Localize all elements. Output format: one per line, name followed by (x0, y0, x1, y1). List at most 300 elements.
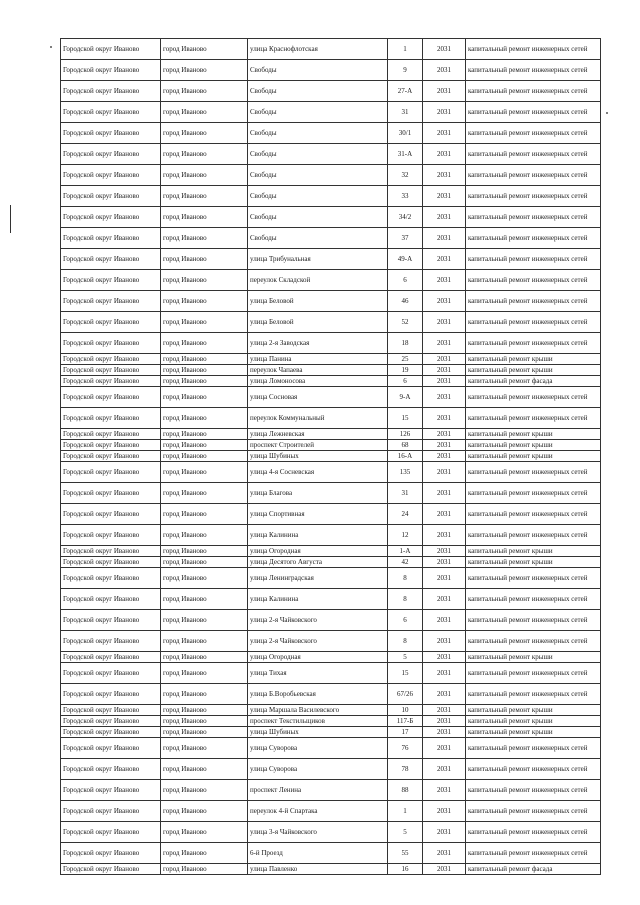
cell-street: Свободы (248, 102, 388, 123)
cell-district: Городской округ Иваново (61, 102, 161, 123)
table-row (61, 365, 601, 376)
scan-speck (50, 46, 52, 48)
cell-work-type: капитальный ремонт фасада (466, 376, 601, 387)
cell-city: город Иваново (161, 60, 248, 81)
cell-district: Городской округ Иваново (61, 684, 161, 705)
cell-district: Городской округ Иваново (61, 365, 161, 376)
cell-street: Свободы (248, 123, 388, 144)
cell-city: город Иваново (161, 165, 248, 186)
cell-year: 2031 (423, 228, 466, 249)
cell-year: 2031 (423, 652, 466, 663)
cell-street: Свободы (248, 60, 388, 81)
table-row (61, 39, 601, 60)
cell-work-type: капитальный ремонт инженерных сетей (466, 123, 601, 144)
cell-house-number: 31-А (388, 144, 423, 165)
cell-work-type: капитальный ремонт инженерных сетей (466, 822, 601, 843)
cell-street: Свободы (248, 144, 388, 165)
cell-street: улица Беловой (248, 291, 388, 312)
cell-street: улица Благова (248, 483, 388, 504)
cell-year: 2031 (423, 165, 466, 186)
cell-year: 2031 (423, 727, 466, 738)
cell-work-type: капитальный ремонт инженерных сетей (466, 525, 601, 546)
cell-street: проспект Ленина (248, 780, 388, 801)
cell-year: 2031 (423, 429, 466, 440)
cell-street: переулок Коммунальный (248, 408, 388, 429)
table-row (61, 60, 601, 81)
cell-district: Городской округ Иваново (61, 610, 161, 631)
cell-district: Городской округ Иваново (61, 270, 161, 291)
cell-work-type: капитальный ремонт инженерных сетей (466, 60, 601, 81)
table-row (61, 631, 601, 652)
cell-city: город Иваново (161, 429, 248, 440)
cell-year: 2031 (423, 312, 466, 333)
cell-year: 2031 (423, 801, 466, 822)
cell-house-number: 1 (388, 801, 423, 822)
cell-work-type: капитальный ремонт крыши (466, 727, 601, 738)
cell-house-number: 88 (388, 780, 423, 801)
cell-year: 2031 (423, 738, 466, 759)
cell-street: улица Калинина (248, 525, 388, 546)
cell-year: 2031 (423, 440, 466, 451)
cell-district: Городской округ Иваново (61, 186, 161, 207)
cell-city: город Иваново (161, 525, 248, 546)
cell-work-type: капитальный ремонт крыши (466, 705, 601, 716)
cell-district: Городской округ Иваново (61, 376, 161, 387)
table-row (61, 165, 601, 186)
table-row (61, 716, 601, 727)
cell-district: Городской округ Иваново (61, 123, 161, 144)
table-row (61, 822, 601, 843)
table-row (61, 207, 601, 228)
table-body (61, 39, 601, 875)
cell-city: город Иваново (161, 738, 248, 759)
table-row (61, 738, 601, 759)
cell-work-type: капитальный ремонт крыши (466, 440, 601, 451)
table-row (61, 429, 601, 440)
cell-city: город Иваново (161, 822, 248, 843)
cell-city: город Иваново (161, 81, 248, 102)
table-row (61, 451, 601, 462)
cell-year: 2031 (423, 589, 466, 610)
cell-street: улица Десятого Августа (248, 557, 388, 568)
cell-house-number: 31 (388, 102, 423, 123)
cell-year: 2031 (423, 376, 466, 387)
cell-year: 2031 (423, 81, 466, 102)
cell-work-type: капитальный ремонт инженерных сетей (466, 504, 601, 525)
table-row (61, 462, 601, 483)
cell-year: 2031 (423, 663, 466, 684)
cell-year: 2031 (423, 557, 466, 568)
cell-street: улица Б.Воробьевская (248, 684, 388, 705)
table-row (61, 568, 601, 589)
cell-house-number: 55 (388, 843, 423, 864)
cell-house-number: 49-А (388, 249, 423, 270)
cell-district: Городской округ Иваново (61, 483, 161, 504)
cell-city: город Иваново (161, 483, 248, 504)
cell-district: Городской округ Иваново (61, 568, 161, 589)
cell-house-number: 24 (388, 504, 423, 525)
cell-house-number: 5 (388, 822, 423, 843)
table-row (61, 144, 601, 165)
cell-street: улица Тихая (248, 663, 388, 684)
cell-district: Городской округ Иваново (61, 546, 161, 557)
cell-district: Городской округ Иваново (61, 408, 161, 429)
cell-work-type: капитальный ремонт инженерных сетей (466, 333, 601, 354)
cell-district: Городской округ Иваново (61, 333, 161, 354)
cell-house-number: 6 (388, 610, 423, 631)
cell-city: город Иваново (161, 631, 248, 652)
cell-street: улица Огородная (248, 652, 388, 663)
cell-year: 2031 (423, 291, 466, 312)
cell-house-number: 126 (388, 429, 423, 440)
cell-city: город Иваново (161, 864, 248, 875)
cell-district: Городской округ Иваново (61, 801, 161, 822)
cell-house-number: 6 (388, 270, 423, 291)
cell-district: Городской округ Иваново (61, 663, 161, 684)
table-row (61, 408, 601, 429)
cell-work-type: капитальный ремонт инженерных сетей (466, 207, 601, 228)
cell-district: Городской округ Иваново (61, 429, 161, 440)
cell-work-type: капитальный ремонт крыши (466, 546, 601, 557)
cell-work-type: капитальный ремонт инженерных сетей (466, 589, 601, 610)
cell-year: 2031 (423, 546, 466, 557)
cell-city: город Иваново (161, 39, 248, 60)
cell-house-number: 10 (388, 705, 423, 716)
cell-year: 2031 (423, 387, 466, 408)
table-row (61, 663, 601, 684)
cell-year: 2031 (423, 631, 466, 652)
cell-year: 2031 (423, 60, 466, 81)
table-row (61, 610, 601, 631)
cell-house-number: 32 (388, 165, 423, 186)
cell-work-type: капитальный ремонт инженерных сетей (466, 39, 601, 60)
cell-house-number: 16 (388, 864, 423, 875)
cell-year: 2031 (423, 354, 466, 365)
cell-house-number: 8 (388, 568, 423, 589)
cell-city: город Иваново (161, 376, 248, 387)
table-row (61, 333, 601, 354)
cell-district: Городской округ Иваново (61, 716, 161, 727)
cell-street: улица 2-я Чайковского (248, 610, 388, 631)
cell-city: город Иваново (161, 705, 248, 716)
cell-district: Городской округ Иваново (61, 39, 161, 60)
cell-house-number: 68 (388, 440, 423, 451)
cell-work-type: капитальный ремонт инженерных сетей (466, 228, 601, 249)
cell-house-number: 42 (388, 557, 423, 568)
table-row (61, 864, 601, 875)
table-row (61, 312, 601, 333)
table-row (61, 525, 601, 546)
cell-work-type: капитальный ремонт инженерных сетей (466, 249, 601, 270)
table-row (61, 483, 601, 504)
cell-work-type: капитальный ремонт инженерных сетей (466, 610, 601, 631)
cell-house-number: 25 (388, 354, 423, 365)
cell-street: улица Калинина (248, 589, 388, 610)
cell-year: 2031 (423, 843, 466, 864)
table-row (61, 376, 601, 387)
cell-district: Городской округ Иваново (61, 504, 161, 525)
cell-street: проспект Текстильщиков (248, 716, 388, 727)
cell-year: 2031 (423, 705, 466, 716)
cell-work-type: капитальный ремонт крыши (466, 354, 601, 365)
cell-city: город Иваново (161, 186, 248, 207)
cell-district: Городской округ Иваново (61, 759, 161, 780)
cell-district: Городской округ Иваново (61, 843, 161, 864)
table-row (61, 228, 601, 249)
cell-work-type: капитальный ремонт инженерных сетей (466, 801, 601, 822)
cell-year: 2031 (423, 483, 466, 504)
cell-district: Городской округ Иваново (61, 525, 161, 546)
cell-district: Городской округ Иваново (61, 228, 161, 249)
cell-street: улица Павленко (248, 864, 388, 875)
cell-year: 2031 (423, 462, 466, 483)
table-row (61, 387, 601, 408)
cell-work-type: капитальный ремонт фасада (466, 864, 601, 875)
cell-year: 2031 (423, 525, 466, 546)
cell-year: 2031 (423, 249, 466, 270)
table-row (61, 504, 601, 525)
cell-city: город Иваново (161, 365, 248, 376)
cell-street: Свободы (248, 207, 388, 228)
cell-work-type: капитальный ремонт крыши (466, 652, 601, 663)
cell-city: город Иваново (161, 780, 248, 801)
table-row (61, 186, 601, 207)
cell-year: 2031 (423, 408, 466, 429)
cell-street: улица Беловой (248, 312, 388, 333)
cell-city: город Иваново (161, 451, 248, 462)
cell-house-number: 8 (388, 589, 423, 610)
cell-city: город Иваново (161, 716, 248, 727)
cell-city: город Иваново (161, 684, 248, 705)
cell-work-type: капитальный ремонт инженерных сетей (466, 408, 601, 429)
cell-street: проспект Строителей (248, 440, 388, 451)
cell-work-type: капитальный ремонт инженерных сетей (466, 759, 601, 780)
cell-work-type: капитальный ремонт инженерных сетей (466, 462, 601, 483)
table-row (61, 759, 601, 780)
table-row (61, 801, 601, 822)
table-row (61, 291, 601, 312)
cell-district: Городской округ Иваново (61, 249, 161, 270)
cell-year: 2031 (423, 822, 466, 843)
cell-street: улица Панина (248, 354, 388, 365)
scan-speck (606, 112, 608, 114)
cell-city: город Иваново (161, 727, 248, 738)
table-row (61, 123, 601, 144)
cell-work-type: капитальный ремонт инженерных сетей (466, 663, 601, 684)
cell-work-type: капитальный ремонт крыши (466, 365, 601, 376)
cell-street: переулок Складской (248, 270, 388, 291)
cell-city: город Иваново (161, 843, 248, 864)
cell-work-type: капитальный ремонт крыши (466, 716, 601, 727)
cell-city: город Иваново (161, 801, 248, 822)
cell-house-number: 9-А (388, 387, 423, 408)
cell-street: улица Спортивная (248, 504, 388, 525)
cell-work-type: капитальный ремонт инженерных сетей (466, 387, 601, 408)
cell-street: улица Лежневская (248, 429, 388, 440)
cell-district: Городской округ Иваново (61, 864, 161, 875)
cell-house-number: 8 (388, 631, 423, 652)
cell-work-type: капитальный ремонт инженерных сетей (466, 631, 601, 652)
cell-work-type: капитальный ремонт крыши (466, 429, 601, 440)
cell-street: улица 4-я Сосневская (248, 462, 388, 483)
cell-house-number: 15 (388, 663, 423, 684)
cell-house-number: 117-Б (388, 716, 423, 727)
cell-city: город Иваново (161, 144, 248, 165)
cell-district: Городской округ Иваново (61, 652, 161, 663)
cell-house-number: 1 (388, 39, 423, 60)
cell-year: 2031 (423, 39, 466, 60)
cell-work-type: капитальный ремонт инженерных сетей (466, 165, 601, 186)
table-row (61, 249, 601, 270)
cell-year: 2031 (423, 684, 466, 705)
cell-house-number: 52 (388, 312, 423, 333)
cell-year: 2031 (423, 333, 466, 354)
cell-street: улица Суворова (248, 738, 388, 759)
cell-street: переулок Чапаева (248, 365, 388, 376)
cell-house-number: 1-А (388, 546, 423, 557)
cell-year: 2031 (423, 780, 466, 801)
cell-work-type: капитальный ремонт крыши (466, 451, 601, 462)
cell-district: Городской округ Иваново (61, 589, 161, 610)
scan-margin-mark (10, 205, 11, 233)
table-row (61, 652, 601, 663)
cell-street: улица 2-я Чайковского (248, 631, 388, 652)
cell-city: город Иваново (161, 102, 248, 123)
cell-house-number: 15 (388, 408, 423, 429)
cell-year: 2031 (423, 207, 466, 228)
cell-city: город Иваново (161, 333, 248, 354)
cell-city: город Иваново (161, 207, 248, 228)
cell-street: улица Шубиных (248, 451, 388, 462)
cell-year: 2031 (423, 270, 466, 291)
capital-repair-table (60, 38, 601, 875)
cell-house-number: 46 (388, 291, 423, 312)
cell-city: город Иваново (161, 228, 248, 249)
cell-house-number: 27-А (388, 81, 423, 102)
cell-house-number: 18 (388, 333, 423, 354)
cell-district: Городской округ Иваново (61, 705, 161, 716)
cell-work-type: капитальный ремонт инженерных сетей (466, 144, 601, 165)
table-row (61, 81, 601, 102)
cell-house-number: 6 (388, 376, 423, 387)
cell-work-type: капитальный ремонт инженерных сетей (466, 738, 601, 759)
cell-work-type: капитальный ремонт инженерных сетей (466, 483, 601, 504)
cell-house-number: 37 (388, 228, 423, 249)
cell-street: Свободы (248, 228, 388, 249)
cell-street: улица Ленинградская (248, 568, 388, 589)
cell-city: город Иваново (161, 354, 248, 365)
table-row (61, 270, 601, 291)
cell-work-type: капитальный ремонт инженерных сетей (466, 843, 601, 864)
cell-district: Городской округ Иваново (61, 631, 161, 652)
table-row (61, 440, 601, 451)
cell-house-number: 9 (388, 60, 423, 81)
table-row (61, 102, 601, 123)
cell-district: Городской округ Иваново (61, 780, 161, 801)
cell-district: Городской округ Иваново (61, 462, 161, 483)
cell-house-number: 30/1 (388, 123, 423, 144)
cell-year: 2031 (423, 504, 466, 525)
cell-year: 2031 (423, 123, 466, 144)
table-row (61, 589, 601, 610)
cell-city: город Иваново (161, 291, 248, 312)
cell-district: Городской округ Иваново (61, 165, 161, 186)
cell-district: Городской округ Иваново (61, 387, 161, 408)
table-row (61, 684, 601, 705)
cell-house-number: 135 (388, 462, 423, 483)
cell-street: улица Трибунальная (248, 249, 388, 270)
cell-district: Городской округ Иваново (61, 822, 161, 843)
cell-house-number: 19 (388, 365, 423, 376)
cell-year: 2031 (423, 365, 466, 376)
cell-city: город Иваново (161, 387, 248, 408)
cell-house-number: 67/26 (388, 684, 423, 705)
table-row (61, 354, 601, 365)
cell-city: город Иваново (161, 589, 248, 610)
cell-house-number: 17 (388, 727, 423, 738)
cell-street: 6-й Проезд (248, 843, 388, 864)
cell-district: Городской округ Иваново (61, 557, 161, 568)
cell-district: Городской округ Иваново (61, 312, 161, 333)
cell-city: город Иваново (161, 652, 248, 663)
cell-house-number: 33 (388, 186, 423, 207)
cell-house-number: 5 (388, 652, 423, 663)
cell-street: улица Сосновая (248, 387, 388, 408)
cell-city: город Иваново (161, 408, 248, 429)
cell-city: город Иваново (161, 504, 248, 525)
cell-city: город Иваново (161, 557, 248, 568)
table-row (61, 843, 601, 864)
cell-city: город Иваново (161, 249, 248, 270)
cell-work-type: капитальный ремонт инженерных сетей (466, 81, 601, 102)
cell-year: 2031 (423, 759, 466, 780)
cell-work-type: капитальный ремонт инженерных сетей (466, 312, 601, 333)
cell-district: Городской округ Иваново (61, 738, 161, 759)
cell-year: 2031 (423, 102, 466, 123)
cell-street: Свободы (248, 186, 388, 207)
cell-street: улица Суворова (248, 759, 388, 780)
cell-city: город Иваново (161, 123, 248, 144)
table-row (61, 780, 601, 801)
cell-city: город Иваново (161, 312, 248, 333)
cell-work-type: капитальный ремонт инженерных сетей (466, 102, 601, 123)
cell-street: улица Шубиных (248, 727, 388, 738)
cell-district: Городской округ Иваново (61, 144, 161, 165)
cell-street: улица Краснофлотская (248, 39, 388, 60)
cell-city: город Иваново (161, 546, 248, 557)
cell-year: 2031 (423, 451, 466, 462)
cell-city: город Иваново (161, 759, 248, 780)
table-row (61, 727, 601, 738)
table-row (61, 705, 601, 716)
cell-street: улица Маршала Василевского (248, 705, 388, 716)
cell-city: город Иваново (161, 270, 248, 291)
cell-district: Городской округ Иваново (61, 354, 161, 365)
cell-street: улица Ломоносова (248, 376, 388, 387)
cell-work-type: капитальный ремонт инженерных сетей (466, 568, 601, 589)
cell-city: город Иваново (161, 610, 248, 631)
cell-district: Городской округ Иваново (61, 451, 161, 462)
cell-work-type: капитальный ремонт крыши (466, 557, 601, 568)
cell-street: улица 3-я Чайковского (248, 822, 388, 843)
cell-district: Городской округ Иваново (61, 727, 161, 738)
cell-street: улица Огородная (248, 546, 388, 557)
cell-house-number: 31 (388, 483, 423, 504)
table-row (61, 546, 601, 557)
cell-house-number: 12 (388, 525, 423, 546)
table-row (61, 557, 601, 568)
cell-city: город Иваново (161, 568, 248, 589)
